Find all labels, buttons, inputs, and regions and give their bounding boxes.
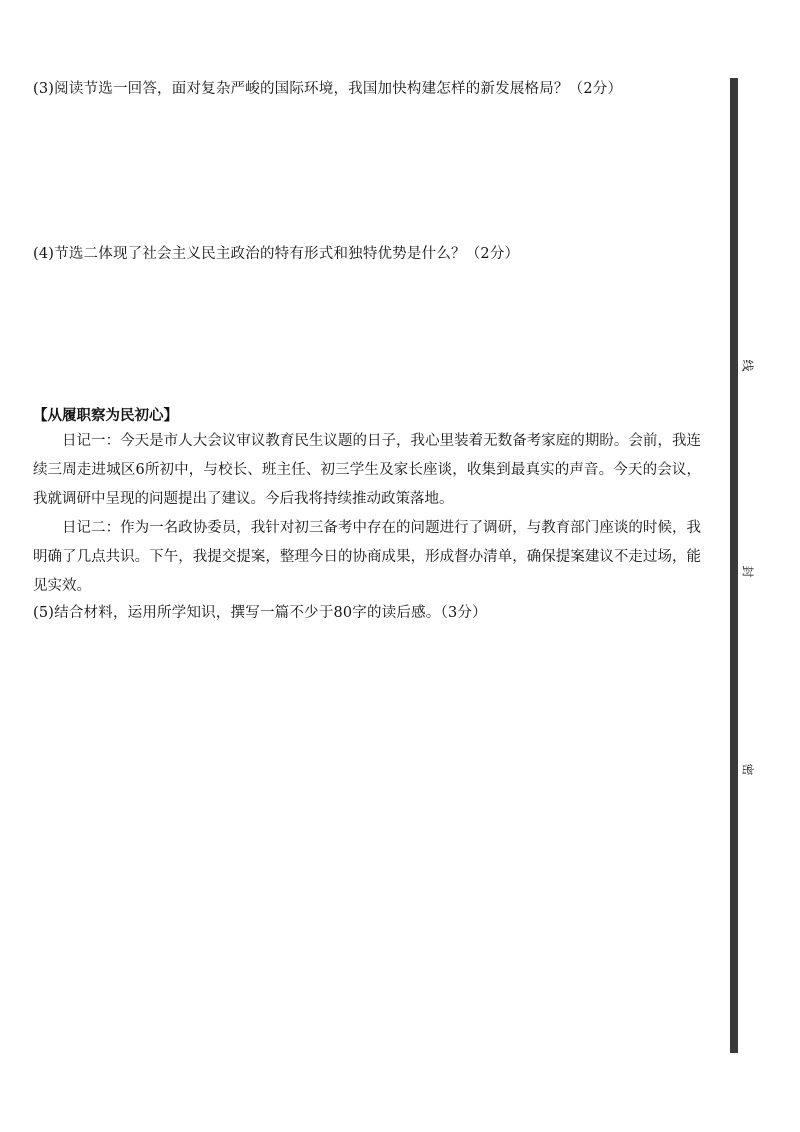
- binding-label-xian: 线: [740, 359, 755, 372]
- binding-line: [730, 78, 738, 1053]
- question-3: (3)阅读节选一回答，面对复杂严峻的国际环境，我国加快构建怎样的新发展格局？（2分）: [33, 81, 623, 97]
- diary-entry-1: 日记一：今天是市人大会议审议教育民生议题的日子，我心里装着无数备考家庭的期盼。会前，我连续三周走进城区6所初中，与校长、班主任、初三学生及家长座谈，收集到最真实的声音。今天的会议，我就调研中呈现的问题提出了建议。今后我将持续推动政策落地。: [33, 433, 701, 507]
- binding-label-mi: 密: [740, 763, 755, 776]
- question-5: (5)结合材料，运用所学知识，撰写一篇不少于80字的读后感。（3分）: [33, 605, 487, 621]
- binding-label-feng: 封: [740, 565, 755, 578]
- section-title: 【从履职察为民初心】: [33, 408, 178, 424]
- question-4: (4)节选二体现了社会主义民主政治的特有形式和独特优势是什么？（2分）: [33, 246, 520, 262]
- diary-entry-2: 日记二：作为一名政协委员，我针对初三备考中存在的问题进行了调研，与教育部门座谈的时候，我明确了几点共识。下午，我提交提案，整理今日的协商成果，形成督办清单，确保提案建议不走过场，能见实效。: [33, 520, 701, 594]
